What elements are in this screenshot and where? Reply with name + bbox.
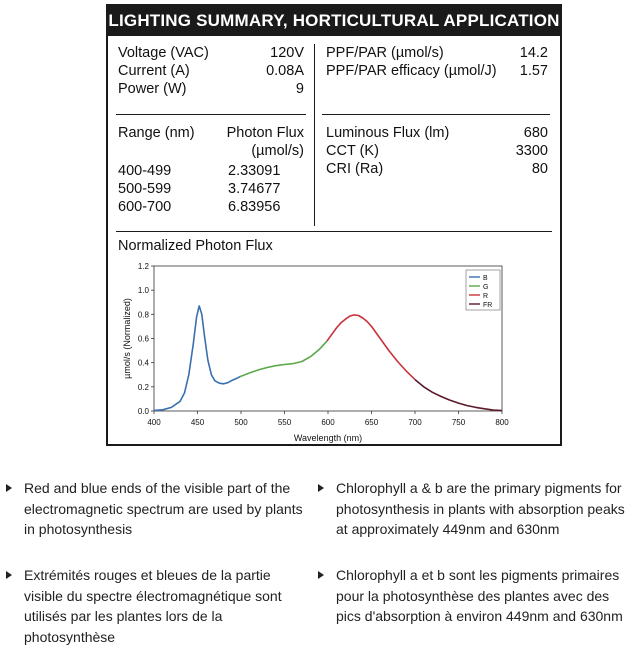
legend-label: FR xyxy=(483,302,493,309)
ppf-value: 14.2 xyxy=(519,45,548,61)
x-tick-label: 500 xyxy=(234,418,248,427)
photon-flux-chart xyxy=(116,258,552,444)
chart-title: Normalized Photon Flux xyxy=(118,238,273,254)
bullet-en-right-block xyxy=(316,478,636,540)
lighting-summary-card xyxy=(106,4,562,446)
cri-label: CRI (Ra) xyxy=(326,161,384,177)
bullet-item xyxy=(316,565,636,627)
range-cell: 600-700 xyxy=(118,199,172,215)
y-tick-label: 0.8 xyxy=(137,310,149,320)
x-axis-label: Wavelength (nm) xyxy=(293,433,363,443)
chart-divider xyxy=(116,231,552,232)
flux-cell: 3.74677 xyxy=(228,181,281,197)
luminous-flux-label: Luminous Flux (lm) xyxy=(326,125,450,141)
right-divider xyxy=(322,114,550,115)
luminous-flux-value: 680 xyxy=(523,125,548,141)
legend-label: R xyxy=(483,293,489,300)
bullet-text: Red and blue ends of the visible part of the electromagnetic spectrum are used by plants in photosynthesis xyxy=(24,480,303,537)
legend-label: G xyxy=(483,284,489,291)
triangle-bullet-icon xyxy=(6,571,12,579)
bullet-item xyxy=(316,478,636,540)
flux-cell: 6.83956 xyxy=(228,199,281,215)
bullet-text: Chlorophyll a et b sont les pigments primaires pour la photosynthèse des plantes avec des pics d'absorption à environ 449nm and 630nm xyxy=(336,567,623,624)
bullet-en-left-block xyxy=(4,478,310,540)
x-tick-label: 650 xyxy=(364,418,379,427)
triangle-bullet-icon xyxy=(318,571,324,579)
flux-cell: 2.33091 xyxy=(228,163,281,179)
bullet-fr-right-block xyxy=(316,565,636,627)
current-label: Current (A) xyxy=(118,63,190,79)
y-tick-label: 1.2 xyxy=(137,262,149,271)
y-axis-label: µmol/s (Normalized) xyxy=(122,298,132,379)
x-tick-label: 550 xyxy=(277,418,292,427)
cct-label: CCT (K) xyxy=(326,143,379,159)
bullet-text: Chlorophyll a & b are the primary pigments for photosynthesis in plants with absorption peaks at approximately 449nm and 630nm xyxy=(336,480,625,537)
voltage-label: Voltage (VAC) xyxy=(118,45,209,61)
range-cell: 400-499 xyxy=(118,163,172,179)
bullet-item xyxy=(4,478,310,540)
y-tick-label: 0.6 xyxy=(137,334,149,344)
power-value: 9 xyxy=(295,81,304,97)
left-divider xyxy=(116,114,306,115)
triangle-bullet-icon xyxy=(6,484,12,492)
flux-unit: (µmol/s) xyxy=(251,143,304,159)
bullet-fr-left-block xyxy=(4,565,300,647)
x-tick-label: 450 xyxy=(190,418,205,427)
range-header: Range (nm) xyxy=(118,125,195,141)
x-tick-label: 800 xyxy=(495,418,509,427)
bullet-item xyxy=(4,565,300,647)
range-cell: 500-599 xyxy=(118,181,172,197)
x-tick-label: 700 xyxy=(408,418,422,427)
triangle-bullet-icon xyxy=(318,484,324,492)
power-label: Power (W) xyxy=(118,81,187,97)
x-tick-label: 400 xyxy=(147,418,161,427)
bullet-text: Extrémités rouges et bleues de la partie visible du spectre électromagnétique sont utilisés par les plantes lors de la photosynthèse xyxy=(24,567,282,645)
ppf-efficacy-label: PPF/PAR efficacy (µmol/J) xyxy=(326,63,497,79)
column-divider xyxy=(314,44,315,226)
ppf-efficacy-value: 1.57 xyxy=(519,63,548,79)
flux-header: Photon Flux xyxy=(226,125,304,141)
y-tick-label: 0.2 xyxy=(137,382,149,392)
voltage-value: 120V xyxy=(270,45,304,61)
legend-label: B xyxy=(483,275,488,282)
current-value: 0.08A xyxy=(266,63,304,79)
y-tick-label: 0.4 xyxy=(137,358,149,368)
x-tick-label: 750 xyxy=(451,418,466,427)
y-tick-label: 0.0 xyxy=(137,407,149,416)
cct-value: 3300 xyxy=(515,143,548,159)
x-tick-label: 600 xyxy=(321,418,335,427)
card-title: LIGHTING SUMMARY, HORTICULTURAL APPLICATION xyxy=(108,6,560,36)
y-tick-label: 1.0 xyxy=(137,286,149,296)
ppf-label: PPF/PAR (µmol/s) xyxy=(326,45,444,61)
cri-value: 80 xyxy=(531,161,548,177)
